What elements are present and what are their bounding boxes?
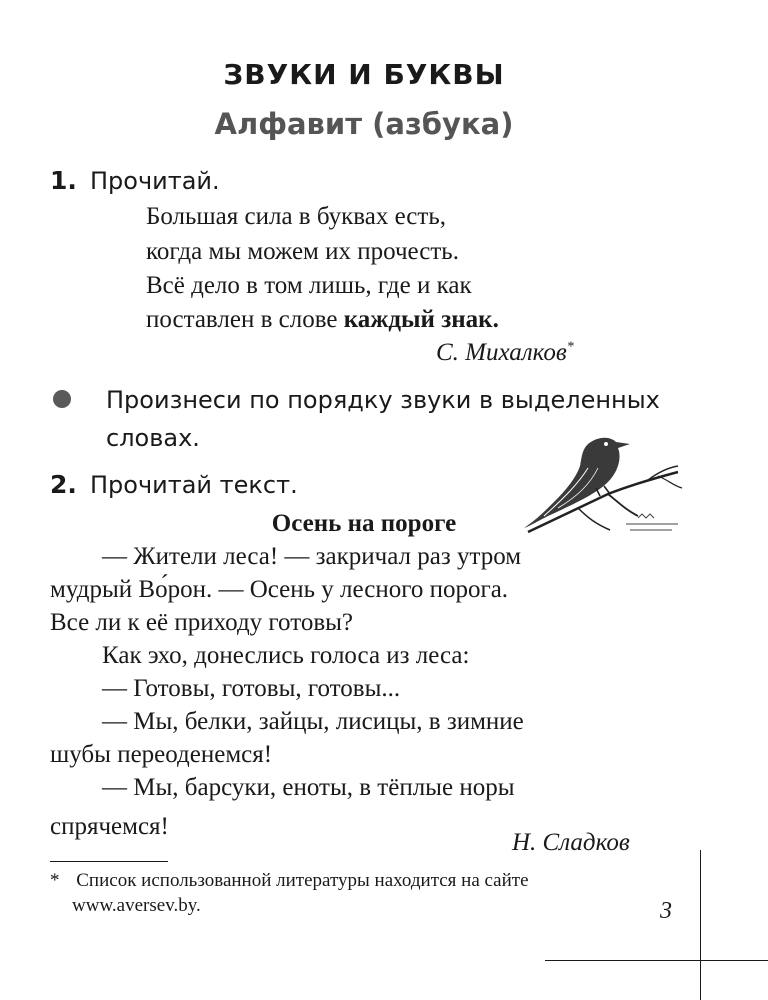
task-2 (50, 470, 298, 499)
poem-author (436, 339, 574, 367)
poem-line: Всё дело в том лишь, где и как (146, 272, 472, 299)
section-subtitle: Алфавит (азбука) (214, 107, 514, 141)
task-1-number: 1. (50, 166, 77, 195)
task-1-instruction: Прочитай. (90, 167, 220, 195)
section-title: ЗВУКИ И БУКВЫ (223, 58, 505, 91)
bullet-task-text: Произнеси по порядку звуки в выделенных словах. (106, 386, 660, 452)
footnote-mark: * (50, 870, 60, 891)
crop-mark-horizontal (545, 960, 768, 961)
story-line: мудрый Во́рон. — Осень у лесного порога. (50, 576, 509, 603)
poem-highlight-words: каждый знак. (343, 306, 499, 333)
task-1 (50, 166, 220, 195)
footnote-text: Список использованной литературы находится на сайте (76, 870, 529, 891)
footnote-line-2: www.aversev.by. (72, 895, 201, 916)
story-line: шубы переоденемся! (50, 741, 273, 768)
footnote-line-1 (50, 870, 529, 892)
poem-line: когда мы можем их прочесть. (146, 238, 459, 265)
story-title: Осень на пороге (271, 510, 457, 537)
story-line: — Мы, барсуки, еноты, в тёплые норы (102, 774, 515, 801)
poem-line-prefix: поставлен в слове (146, 306, 344, 333)
poem-line-last (146, 306, 499, 334)
story-line: — Готовы, готовы, готовы... (102, 675, 401, 702)
story-line: — Жители леса! — закричал раз утром (102, 543, 522, 570)
task-2-number: 2. (50, 470, 77, 499)
crop-mark-vertical (700, 850, 701, 1000)
poem-line: Большая сила в буквах есть, (146, 203, 446, 230)
poem-author-name: С. Михалков (436, 339, 567, 366)
footnote-divider (50, 861, 168, 862)
page-number: 3 (660, 898, 672, 924)
story-author: Н. Сладков (512, 829, 630, 856)
story-line: спрячемся! (50, 813, 169, 840)
story-line: Все ли к её приходу готовы? (50, 609, 354, 636)
task-2-instruction: Прочитай текст. (90, 471, 298, 499)
poem-author-footnote-mark: * (566, 339, 574, 355)
bullet-icon (53, 390, 71, 408)
story-line: Как эхо, донеслись голоса из леса: (102, 642, 470, 669)
story-line: — Мы, белки, зайцы, лисицы, в зимние (102, 708, 524, 735)
